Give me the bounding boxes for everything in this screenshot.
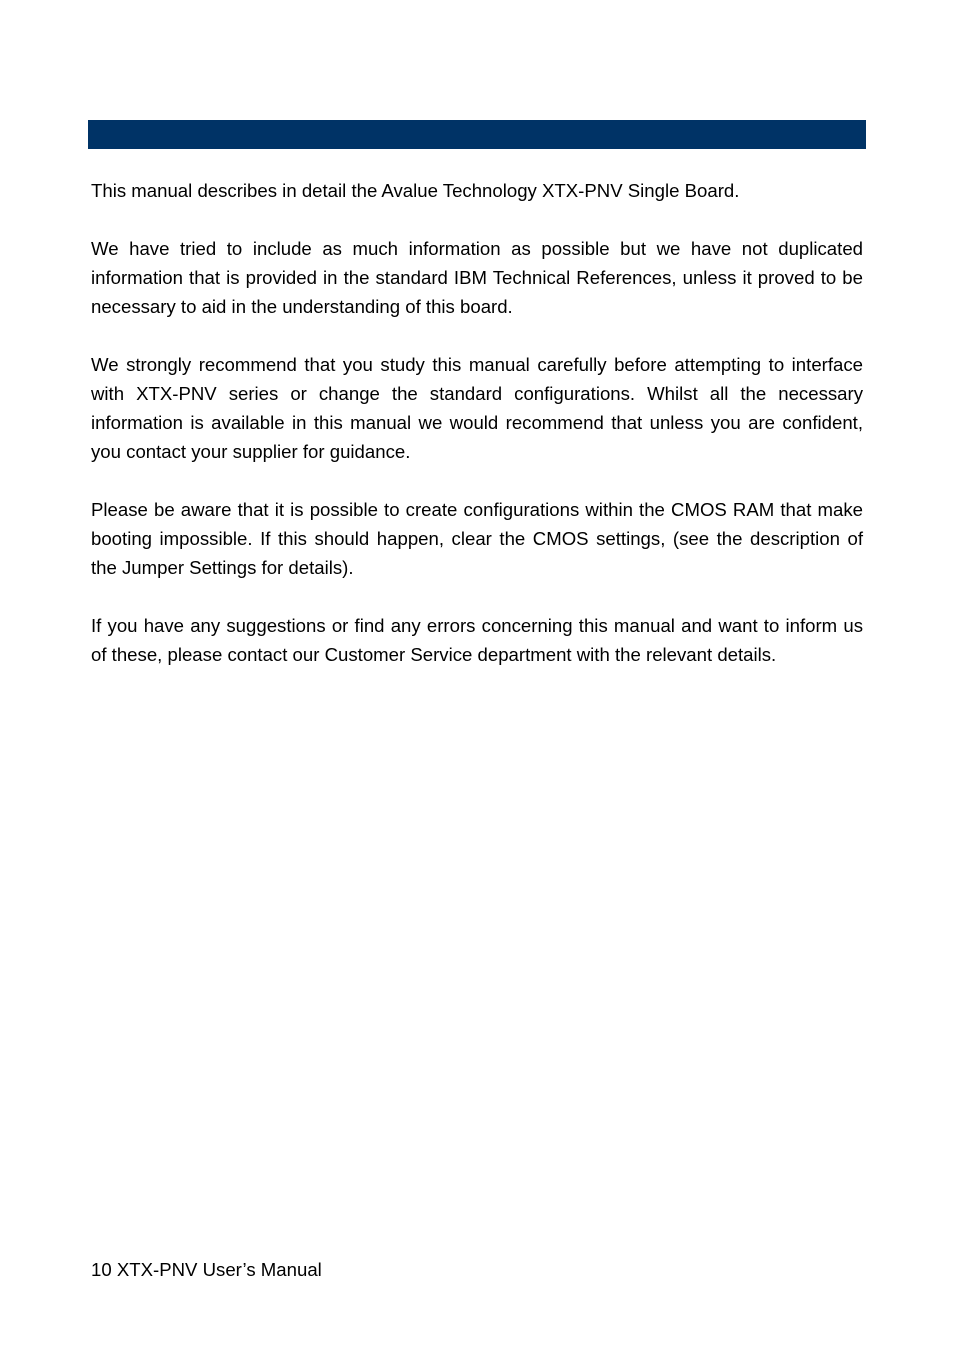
paragraph-recommendation: We strongly recommend that you study this manual carefully before attempting to interface with XTX-PNV series or change the standard configurations. Whilst all the necessary information is available in this manual we would recommend that unless you are confident, you contact your supplier for guidance. [91, 354, 863, 462]
page-footer: 10 XTX-PNV User’s Manual [91, 1259, 322, 1280]
section-header-bar [88, 120, 866, 149]
paragraph-intro: This manual describes in detail the Avalue Technology XTX-PNV Single Board. [91, 180, 740, 201]
paragraph-contact: If you have any suggestions or find any errors concerning this manual and want to inform us of these, please contact our Customer Service department with the relevant details. [91, 615, 863, 665]
paragraph-information-scope: We have tried to include as much information as possible but we have not duplicated information that is provided in the standard IBM Technical References, unless it proved to be necessary to aid in the understanding of this board. [91, 238, 863, 317]
paragraph-cmos-warning: Please be aware that it is possible to create configurations within the CMOS RAM that make booting impossible. If this should happen, clear the CMOS settings, (see the description of the Jumper Settings for details). [91, 499, 863, 578]
body-content [91, 176, 863, 698]
